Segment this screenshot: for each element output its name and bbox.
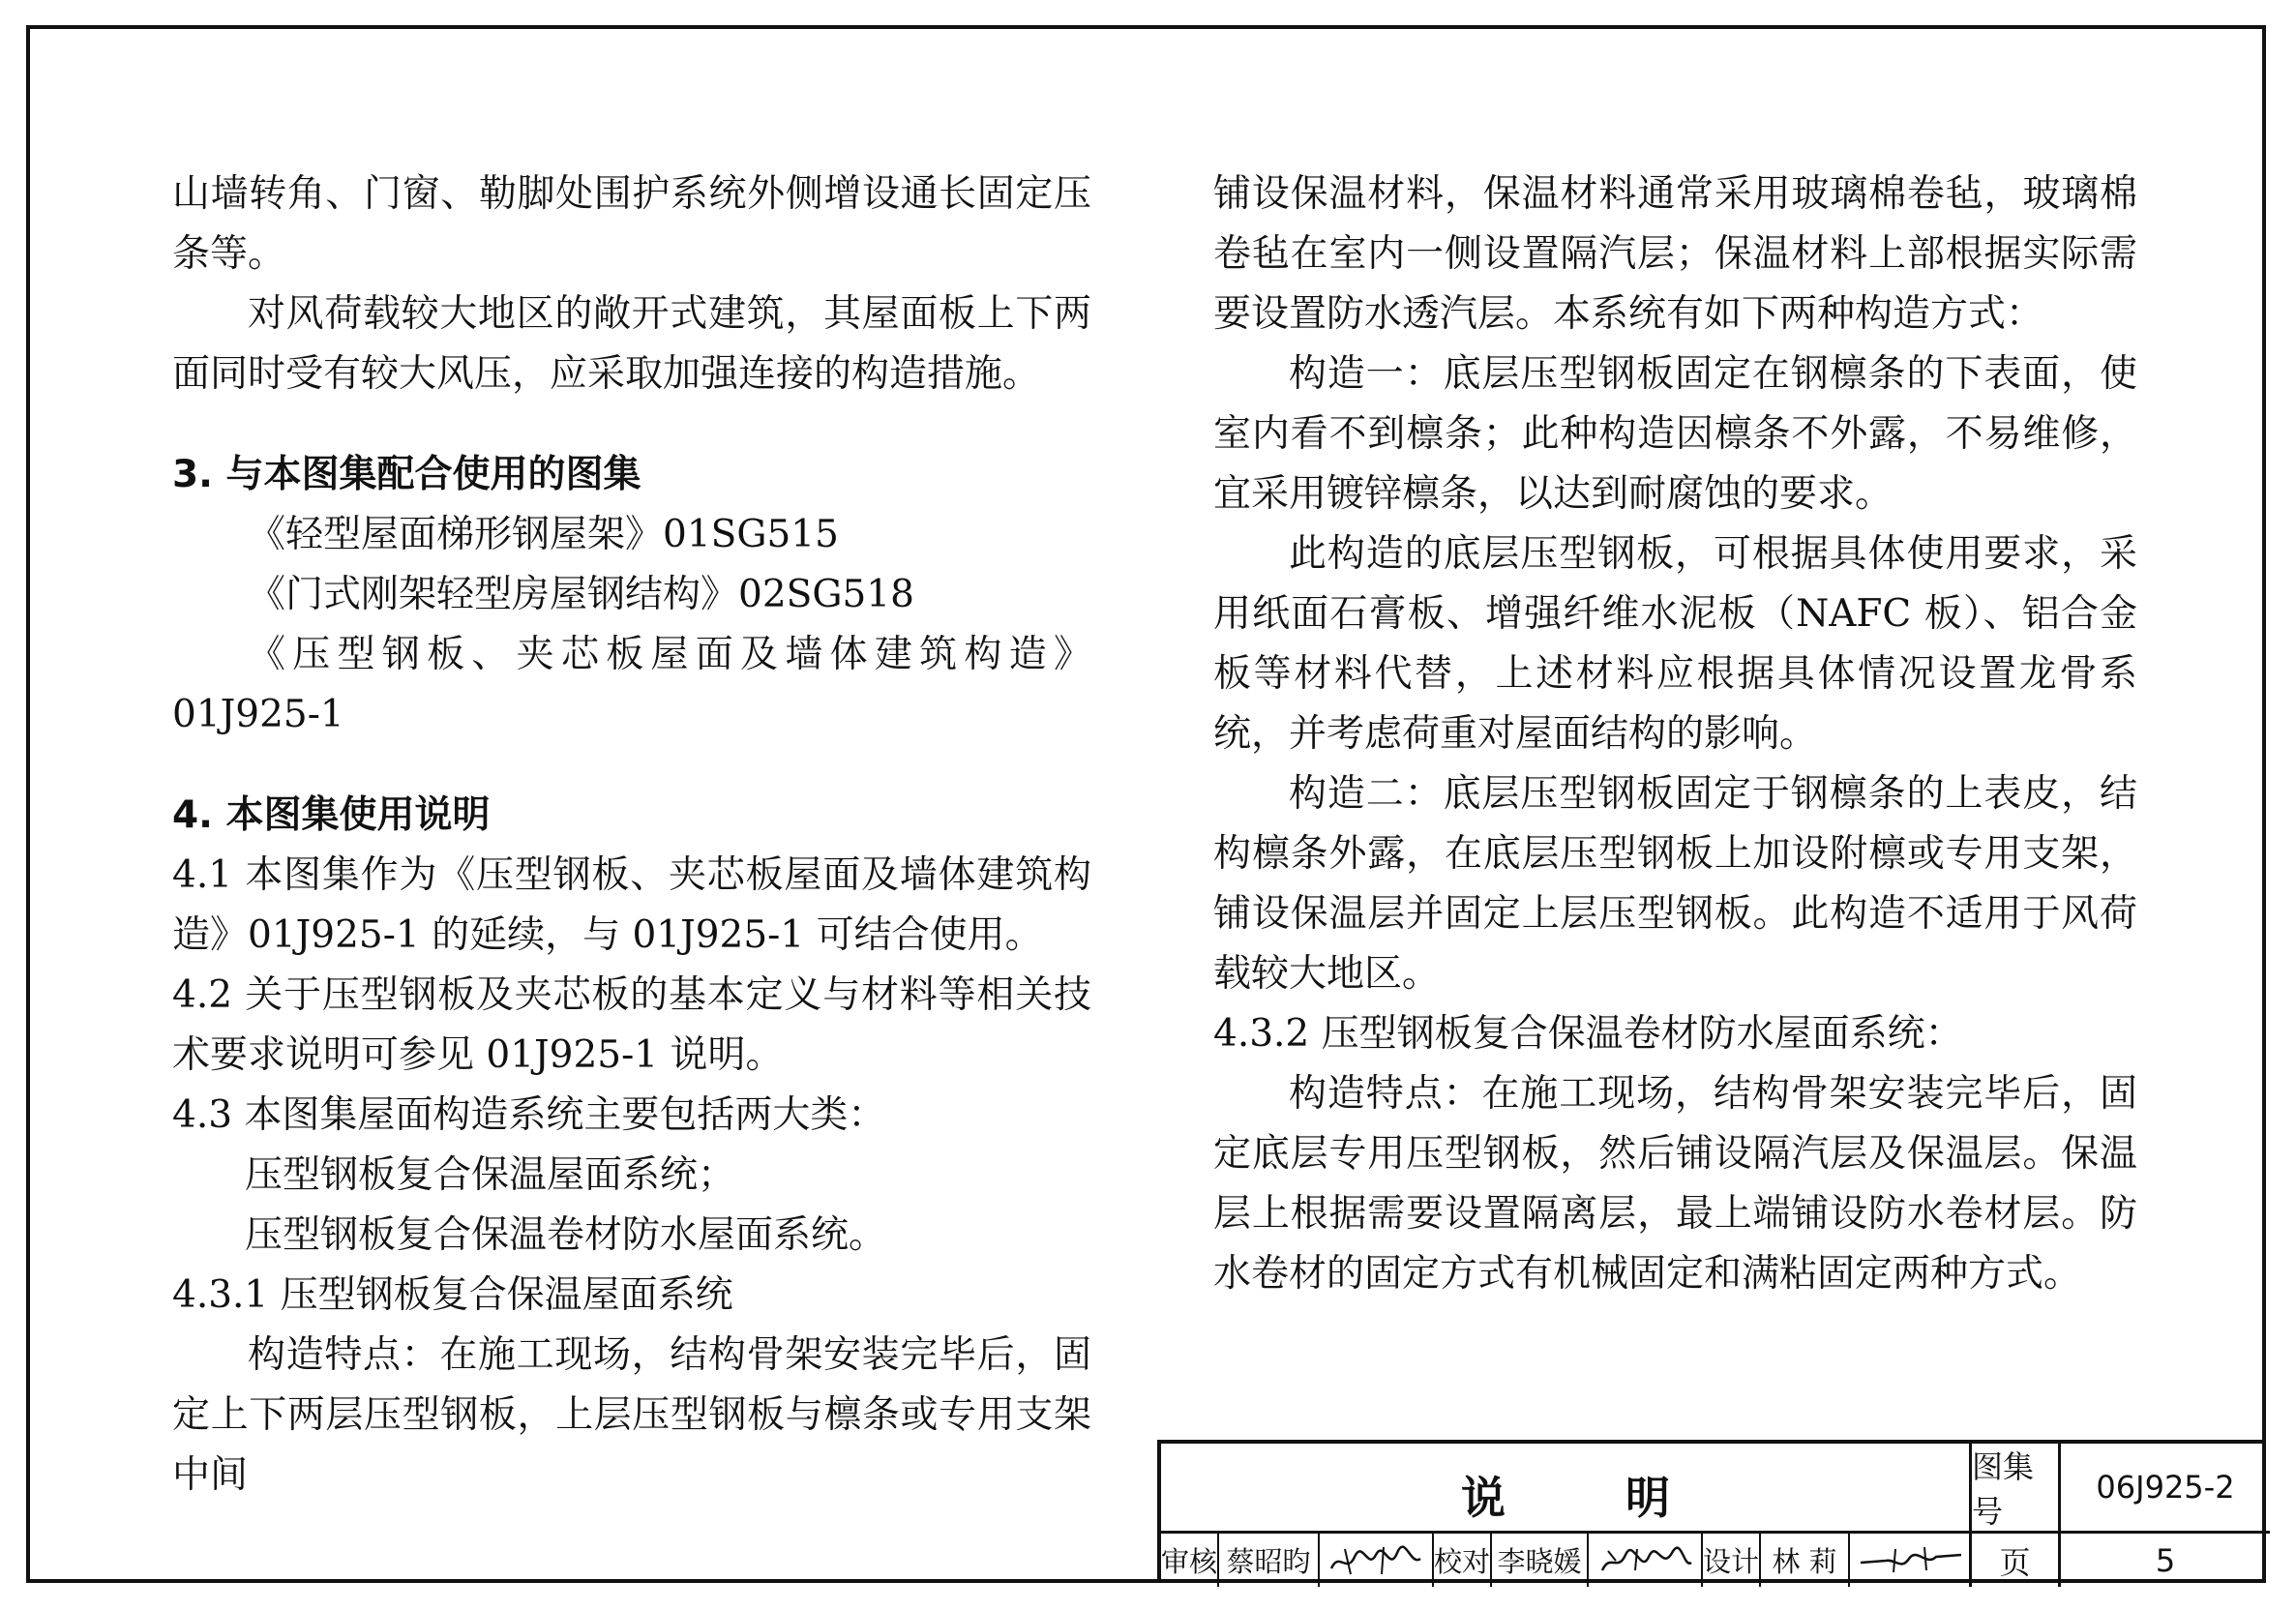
review-signature [1320,1534,1434,1587]
design-signature [1850,1534,1972,1587]
signature-row [1161,1534,1972,1587]
paragraph-wind-load: 对风荷载较大地区的敞开式建筑，其屋面板上下两面同时受有较大风压，应采取加强连接的构造措施。 [172,292,1091,396]
system-type-1: 压型钢板复合保温屋面系统； [245,1153,736,1197]
title-block [1157,1440,2266,1583]
page-number: 5 [2155,1541,2176,1579]
atlas-number-value: 06J925-2 [2061,1444,2270,1534]
review-label: 审核 [1161,1534,1219,1587]
paragraph-4-3: 4.3 本图集屋面构造系统主要包括两大类： [172,1093,886,1137]
reference-01sg515: 《轻型屋面梯形钢屋架》01SG515 [248,513,839,556]
left-column [172,164,1091,1506]
right-column [1213,164,2137,1304]
design-name: 林 莉 [1761,1534,1850,1587]
check-signature [1589,1534,1703,1587]
system-type-2: 压型钢板复合保温卷材防水屋面系统。 [245,1213,887,1257]
paragraph-construction-2: 构造二：底层压型钢板固定于钢檩条的上表皮，结构檩条外露，在底层压型钢板上加设附檩或专用支架，铺设保温层并固定上层压型钢板。此构造不适用于风荷载较大地区。 [1213,772,2137,996]
atlas-number-label: 图集号 [1972,1444,2061,1534]
check-name: 李晓媛 [1492,1534,1589,1587]
page-label: 页 [1972,1534,2061,1587]
section-heading-3: 3. 与本图集配合使用的图集 [172,453,641,496]
paragraph-alternative-materials: 此构造的底层压型钢板，可根据具体使用要求，采用纸面石膏板、增强纤维水泥板（NAFC 板）、铝合金板等材料代替，上述材料应根据具体情况设置龙骨系统，并考虑荷重对屋面结构的影响。 [1213,532,2137,756]
check-label: 校对 [1434,1534,1492,1587]
title-char-2: 明 [1625,1472,1672,1524]
title-char-1: 说 [1461,1472,1507,1524]
design-label: 设计 [1703,1534,1761,1587]
section-heading-4: 4. 本图集使用说明 [172,793,491,837]
title-cell [1161,1444,1972,1534]
paragraph-4-3-2-features: 构造特点：在施工现场，结构骨架安装完毕后，固定底层专用压型钢板，然后铺设隔汽层及保温层。保温层上根据需要设置隔离层，最上端铺设防水卷材层。防水卷材的固定方式有机械固定和满粘固定两种方式。 [1213,1072,2137,1296]
review-name: 蔡昭昀 [1219,1534,1320,1587]
paragraph-construction-1: 构造一：底层压型钢板固定在钢檩条的下表面，使室内看不到檩条；此种构造因檩条不外露，不易维修，宜采用镀锌檩条，以达到耐腐蚀的要求。 [1213,352,2137,516]
paragraph-4-3-2: 4.3.2 压型钢板复合保温卷材防水屋面系统： [1213,1012,1963,1056]
paragraph-enclosure-strips: 山墙转角、门窗、勒脚处围护系统外侧增设通长固定压条等。 [172,172,1091,276]
reference-01j925-1: 《压型钢板、夹芯板屋面及墙体建筑构造》01J925-1 [172,633,1091,736]
paragraph-insulation-material: 铺设保温材料，保温材料通常采用玻璃棉卷毡，玻璃棉卷毡在室内一侧设置隔汽层；保温材料上部根据实际需要设置防水透汽层。本系统有如下两种构造方式： [1213,172,2137,336]
reference-02sg518: 《门式刚架轻型房屋钢结构》02SG518 [248,573,914,616]
paragraph-4-2: 4.2 关于压型钢板及夹芯板的基本定义与材料等相关技术要求说明可参见 01J925-1 说明。 [172,973,1091,1077]
paragraph-4-3-1-features: 构造特点：在施工现场，结构骨架安装完毕后，固定上下两层压型钢板，上层压型钢板与檩条或专用支架中间 [172,1333,1091,1497]
paragraph-4-1: 4.1 本图集作为《压型钢板、夹芯板屋面及墙体建筑构造》01J925-1 的延续，与 01J925-1 可结合使用。 [172,853,1091,957]
paragraph-4-3-1: 4.3.1 压型钢板复合保温屋面系统 [172,1273,733,1317]
